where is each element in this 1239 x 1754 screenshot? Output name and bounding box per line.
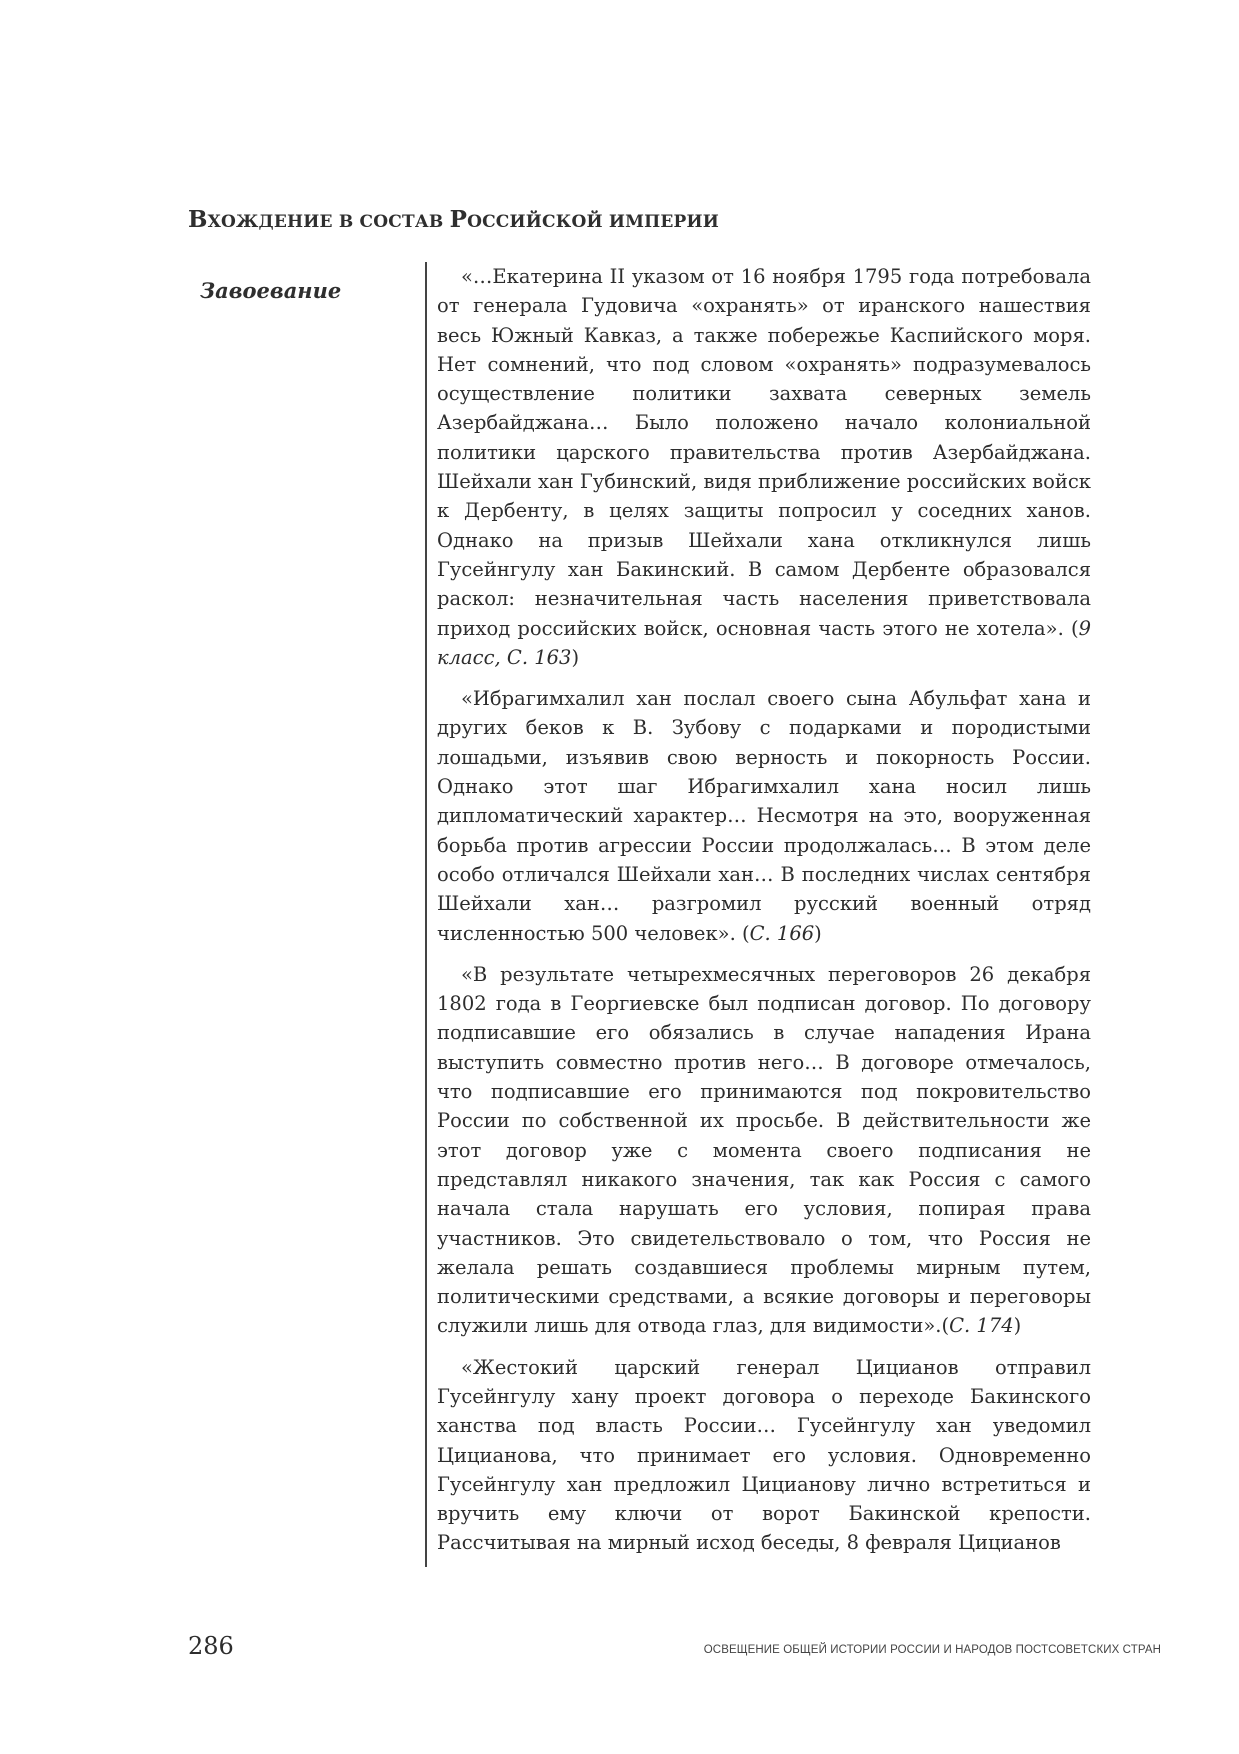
citation: 9 класс, С. 163 [437, 616, 1091, 669]
margin-label: Завоевание [200, 278, 342, 303]
column-divider [425, 262, 427, 1567]
quote-paragraph: «…Екатерина II указом от 16 ноября 1795 года потребовала от генерала Гудовича «охранять» от иранского нашествия весь Южный Кавказ, а также побережье Каспийского моря. Нет сомнений, что под словом «охранять» подразумевалось осуществление политики захвата северных земель Азербайджана… Было положено начало колониальной политики царского правительства против Азербайджана. Шейхали хан Губинский, видя приближение российских войск к Дербенту, в целях защиты попросил у соседних ханов. Однако на призыв Шейхали хана откликнулся лишь Гусейнгулу хан Бакинский. В самом Дербенте образовался раскол: незначительная часть населения приветствовала приход российских войск, основная часть этого не хотела». (9 класс, С. 163) [437, 265, 1091, 669]
quote-paragraph: «В результате четырехмесячных переговоров 26 декабря 1802 года в Георгиевске был подписан договор. По договору подписавшие его обязались в случае нападения Ирана выступить совместно против него… В договоре отмечалось, что подписавшие его принимаются под покровительство России по собственной их просьбе. В действительности же этот договор уже с момента своего подписания не представлял никакого значения, так как Россия с самого начала стала нарушать его условия, попирая права участников. Это свидетельствовало о том, что Россия не желала решать создавшиеся проблемы мирным путем, политическими средствами, а всякие договоры и переговоры служили лишь для отвода глаз, для видимости».(С. 174) [437, 962, 1091, 1338]
quote-paragraph: «Жестокий царский генерал Цицианов отправил Гусейнгулу хану проект договора о переходе Бакинского ханства под власть России… Гусейнгулу хан уведомил Цицианова, что принимает его условия. Одновременно Гусейнгулу хан предложил Цицианову лично встретиться и вручить ему ключи от ворот Бакинской крепости. Рассчитывая на мирный исход беседы, 8 февраля Цицианов [437, 1355, 1091, 1555]
citation: С. 174 [949, 1314, 1014, 1338]
quote-paragraph: «Ибрагимхалил хан послал своего сына Абульфат хана и других беков к В. Зубову с подарками и породистыми лошадьми, изъявив свою верность и покорность России. Однако этот шаг Ибрагимхалил хана носил лишь дипломатический характер… Несмотря на это, вооруженная борьба против агрессии России продолжалась… В этом деле особо отличался Шейхали хан… В последних числах сентября Шейхали хан… разгромил русский военный отряд численностью 500 человек». (С. 166) [437, 687, 1091, 945]
section-heading: ВХОЖДЕНИЕ В СОСТАВ РОССИЙСКОЙ ИМПЕРИИ [188, 206, 720, 233]
page-number: 286 [188, 1632, 234, 1660]
running-footer-title: ОСВЕЩЕНИЕ ОБЩЕЙ ИСТОРИИ РОССИИ И НАРОДОВ ПОСТСОВЕТСКИХ СТРАН [703, 1644, 1161, 1656]
citation: С. 166 [749, 921, 815, 945]
main-text-column [437, 262, 1091, 1570]
